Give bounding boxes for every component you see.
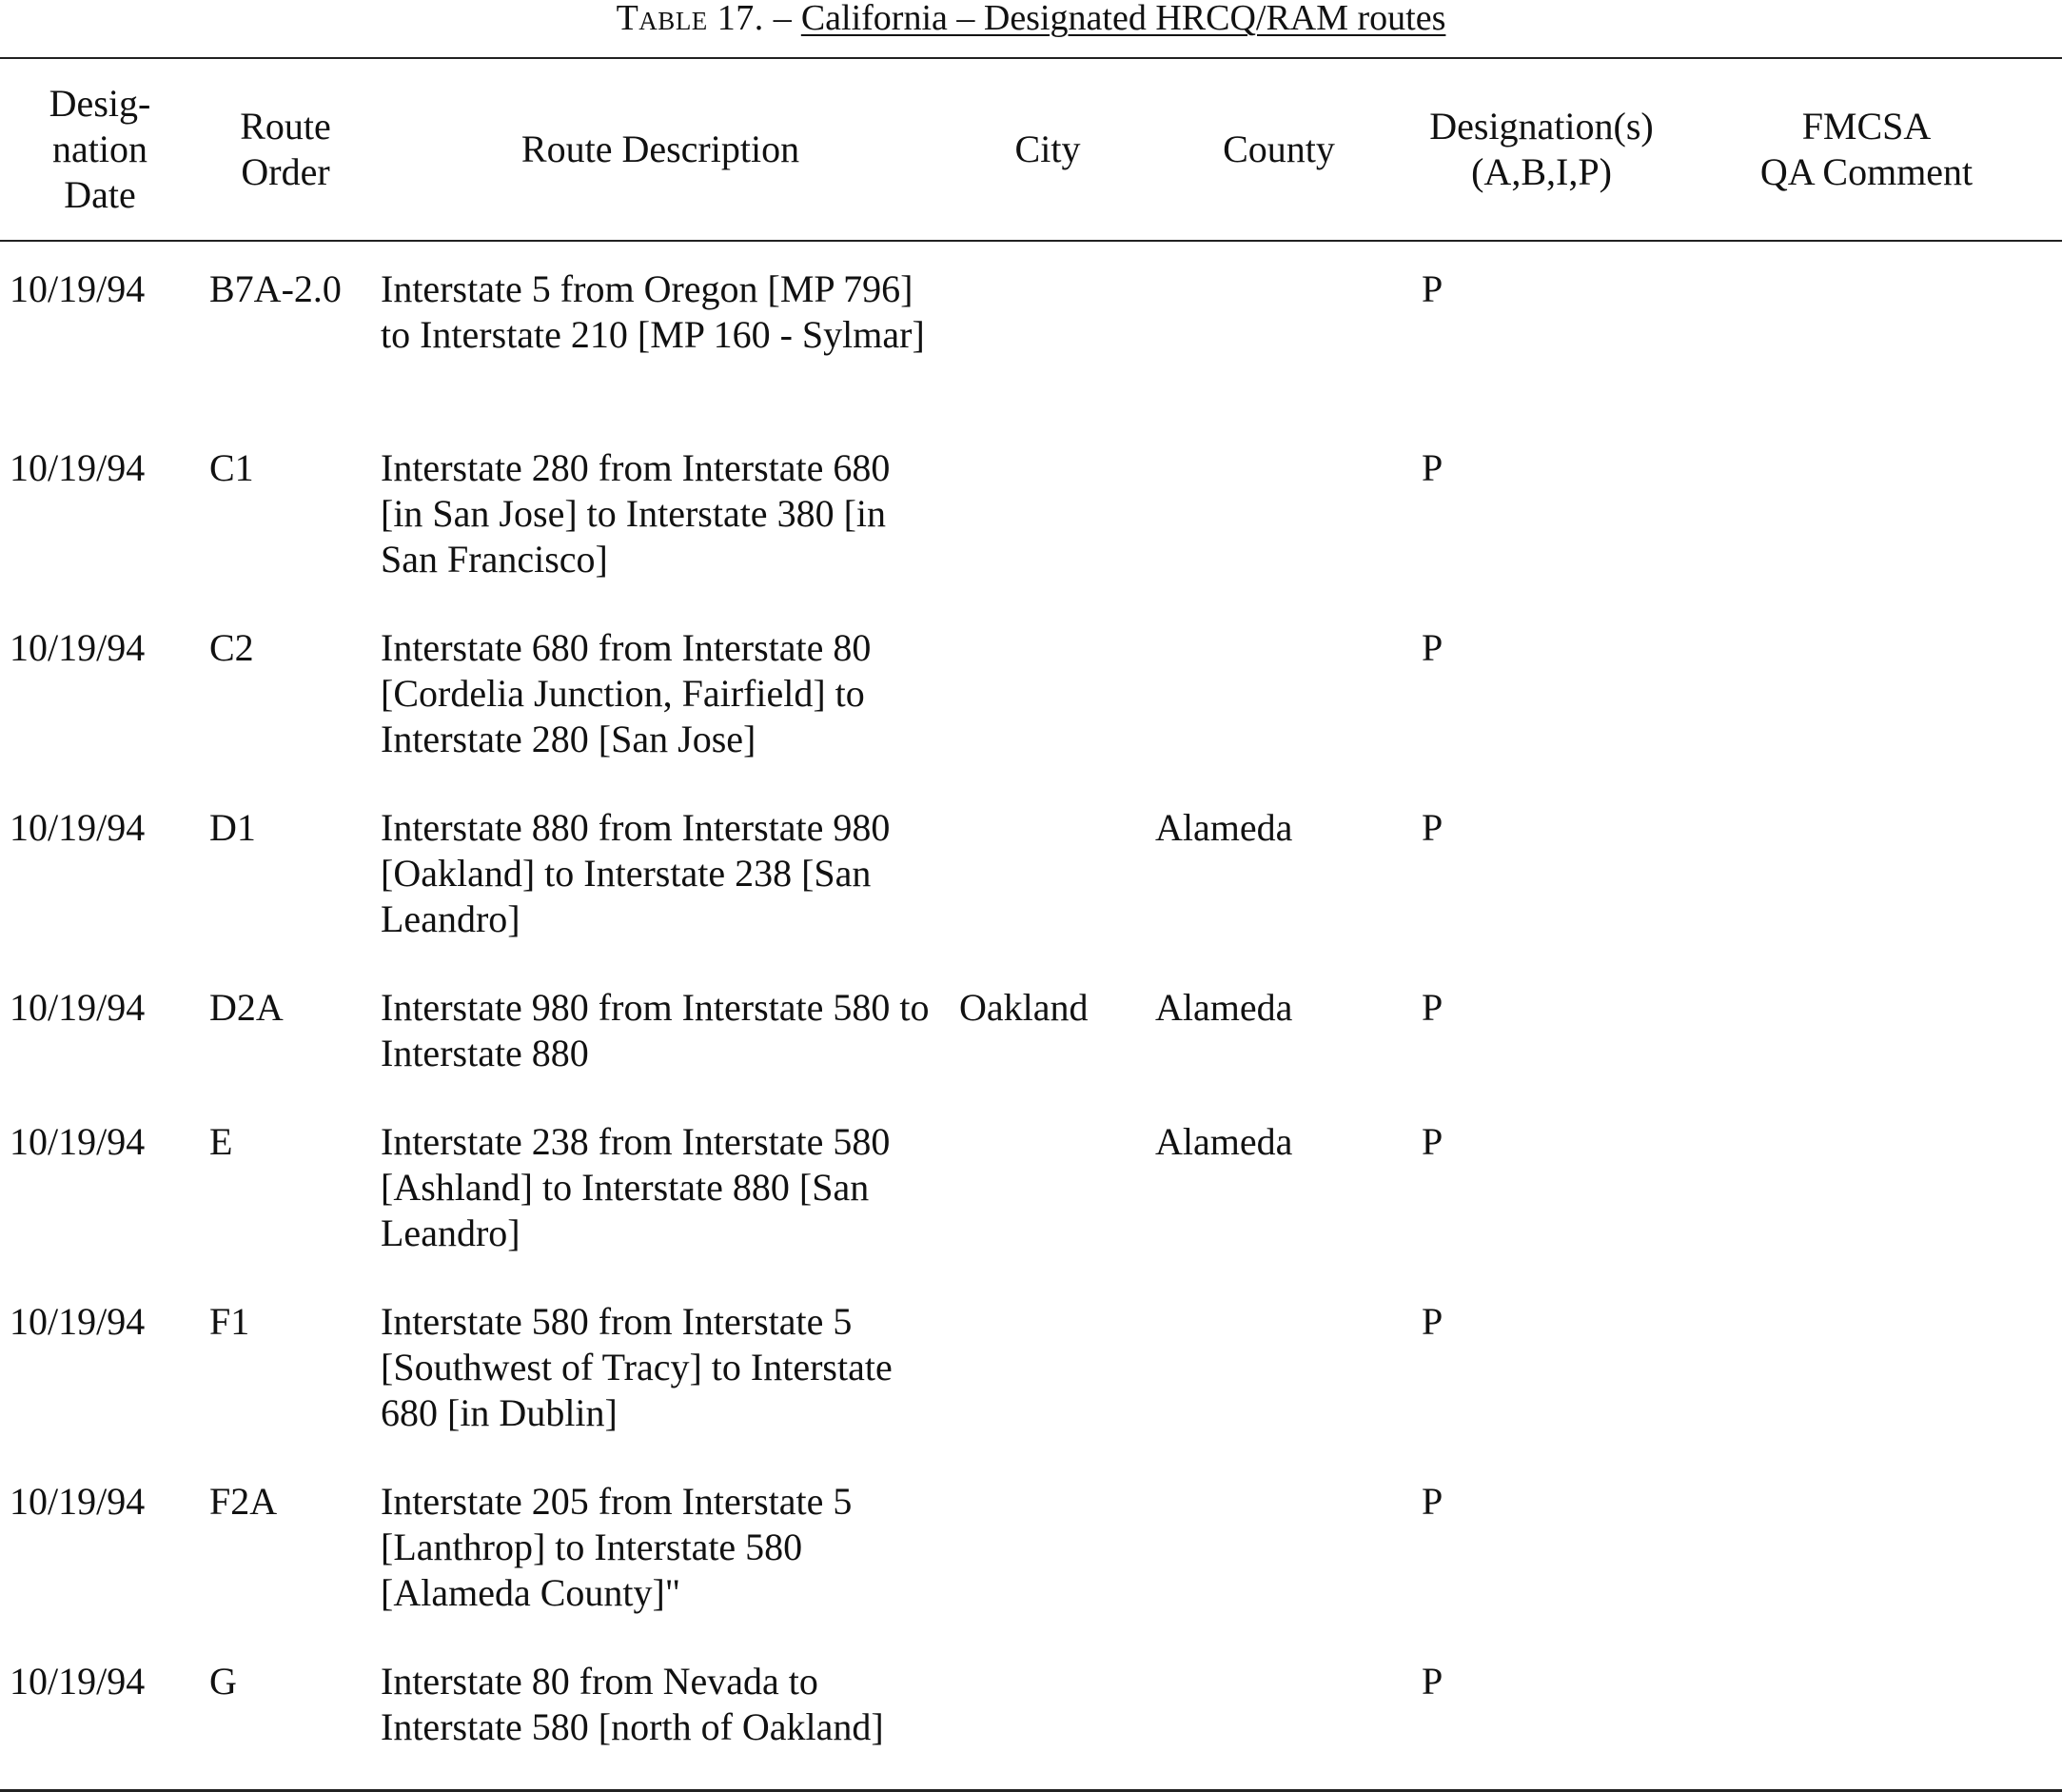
- cell-city: [950, 601, 1146, 780]
- cell-fmcsa-qa-comment: [1671, 960, 2062, 1094]
- cell-route-order: D1: [209, 806, 256, 849]
- cell-route-order: C1: [209, 446, 254, 489]
- header-county: County: [1146, 58, 1412, 241]
- cell-fmcsa-qa-comment: [1671, 1094, 2062, 1274]
- table-row: [0, 1454, 2062, 1634]
- table-row: [0, 960, 2062, 1094]
- cell-route-description: Interstate 580 from Interstate 5 [Southwest of Tracy] to Interstate 680 [in Dublin]: [381, 1300, 893, 1434]
- table-title: California – Designated HRCQ/RAM routes: [800, 0, 1446, 38]
- cell-fmcsa-qa-comment: [1671, 1454, 2062, 1634]
- cell-route-description: Interstate 80 from Nevada to Interstate 580 [north of Oakland]: [371, 1634, 950, 1790]
- cell-route-description: Interstate 205 from Interstate 5 [Lanthrop] to Interstate 580 [Alameda County]": [381, 1480, 853, 1614]
- table-header: [0, 58, 2062, 241]
- cell-county: [1146, 1454, 1412, 1634]
- cell-city: Oakland: [959, 986, 1089, 1029]
- cell-fmcsa-qa-comment: [1671, 241, 2062, 421]
- cell-designations: P: [1422, 986, 1443, 1029]
- table-row: [0, 1634, 2062, 1790]
- cell-city: [950, 1454, 1146, 1634]
- cell-designation-date: 10/19/94: [10, 1300, 146, 1343]
- cell-designation-date: 10/19/94: [10, 446, 146, 489]
- table-row: [0, 780, 2062, 960]
- header-designation-date: Desig- nation Date: [0, 58, 200, 241]
- table-row: [0, 601, 2062, 780]
- cell-designations: P: [1422, 1120, 1443, 1163]
- cell-fmcsa-qa-comment: [1671, 1634, 2062, 1790]
- cell-designation-date: 10/19/94: [10, 1120, 146, 1163]
- cell-county: [1146, 1274, 1412, 1454]
- cell-designation-date: 10/19/94: [10, 626, 146, 669]
- header-fmcsa-qa-comment: FMCSA QA Comment: [1671, 58, 2062, 241]
- cell-designation-date: 10/19/94: [10, 1480, 146, 1523]
- cell-route-order: F2A: [209, 1480, 278, 1523]
- cell-designation-date: 10/19/94: [10, 806, 146, 849]
- cell-route-order: B7A-2.0: [209, 267, 342, 310]
- cell-route-description: Interstate 880 from Interstate 980 [Oakland] to Interstate 238 [San Leandro]: [381, 806, 891, 940]
- cell-designations: P: [1422, 446, 1443, 489]
- header-route-description: Route Description: [371, 58, 950, 241]
- cell-designations: P: [1412, 1634, 1671, 1790]
- cell-designation-date: 10/19/94: [10, 986, 146, 1029]
- cell-route-order: D2A: [209, 986, 284, 1029]
- cell-county: Alameda: [1155, 806, 1293, 849]
- cell-city: [950, 421, 1146, 601]
- cell-designations: P: [1422, 626, 1443, 669]
- cell-route-description: Interstate 980 from Interstate 580 to Interstate 880: [381, 986, 930, 1074]
- table-row: [0, 421, 2062, 601]
- cell-route-description: Interstate 680 from Interstate 80 [Cordelia Junction, Fairfield] to Interstate 280 [San Jose]: [381, 626, 872, 760]
- cell-fmcsa-qa-comment: [1671, 1274, 2062, 1454]
- cell-city: [950, 1274, 1146, 1454]
- header-city: City: [950, 58, 1146, 241]
- table-caption: [0, 0, 2062, 36]
- cell-county: [1146, 1634, 1412, 1790]
- header-route-order: Route Order: [200, 58, 371, 241]
- cell-route-order: F1: [209, 1300, 250, 1343]
- cell-route-order: G: [200, 1634, 371, 1790]
- cell-designations: P: [1422, 1480, 1443, 1523]
- cell-route-description: Interstate 280 from Interstate 680 [in San Jose] to Interstate 380 [in San Francisco]: [381, 446, 891, 581]
- cell-county: [1146, 241, 1412, 421]
- cell-county: [1146, 601, 1412, 780]
- header-designations: Designation(s) (A,B,I,P): [1412, 58, 1671, 241]
- cell-route-order: E: [209, 1120, 233, 1163]
- table-row: [0, 1274, 2062, 1454]
- cell-designation-date: 10/19/94: [0, 1634, 200, 1790]
- cell-designations: P: [1422, 267, 1443, 310]
- header-row: [0, 58, 2062, 241]
- cell-route-description: Interstate 238 from Interstate 580 [Ashland] to Interstate 880 [San Leandro]: [381, 1120, 891, 1254]
- cell-fmcsa-qa-comment: [1671, 601, 2062, 780]
- routes-table: [0, 57, 2062, 1792]
- cell-county: Alameda: [1155, 986, 1293, 1029]
- table-row: [0, 1094, 2062, 1274]
- cell-designation-date: 10/19/94: [10, 267, 146, 310]
- cell-county: [1146, 421, 1412, 601]
- cell-city: [950, 241, 1146, 421]
- cell-county: Alameda: [1155, 1120, 1293, 1163]
- cell-city: [950, 1634, 1146, 1790]
- cell-designations: P: [1422, 1300, 1443, 1343]
- cell-city: [950, 780, 1146, 960]
- cell-designations: P: [1422, 806, 1443, 849]
- cell-route-description: Interstate 5 from Oregon [MP 796] to Interstate 210 [MP 160 - Sylmar]: [381, 267, 925, 356]
- cell-route-order: C2: [209, 626, 254, 669]
- table-body: [0, 241, 2062, 1790]
- cell-fmcsa-qa-comment: [1671, 780, 2062, 960]
- table-row: [0, 241, 2062, 421]
- cell-fmcsa-qa-comment: [1671, 421, 2062, 601]
- table-number: Table 17. –: [616, 0, 793, 38]
- cell-city: [950, 1094, 1146, 1274]
